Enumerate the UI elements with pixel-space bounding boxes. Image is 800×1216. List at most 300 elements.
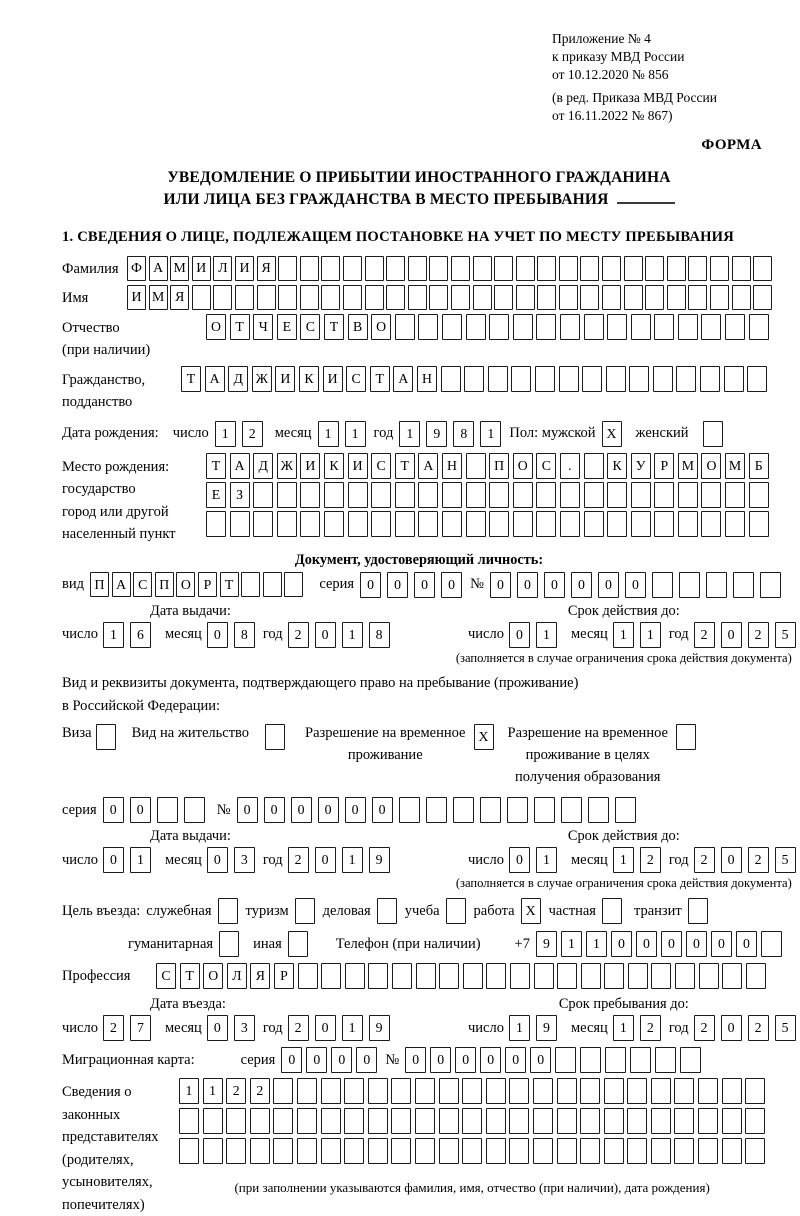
form-cell[interactable] (486, 1078, 506, 1104)
doc-issue-year-cells[interactable] (288, 622, 390, 648)
form-cell[interactable]: 9 (536, 931, 557, 957)
form-cell[interactable]: 0 (345, 797, 366, 823)
form-cell[interactable] (466, 511, 486, 537)
form-cell[interactable] (321, 963, 341, 989)
form-cell[interactable]: 1 (613, 622, 634, 648)
form-cell[interactable] (206, 511, 226, 537)
form-cell[interactable] (321, 1138, 341, 1164)
doc-valid-year-cells[interactable] (694, 622, 796, 648)
form-cell[interactable] (627, 1108, 647, 1134)
form-cell[interactable] (273, 1138, 293, 1164)
form-cell[interactable] (439, 1108, 459, 1134)
form-cell[interactable]: 0 (455, 1047, 476, 1073)
purpose-work-checkbox[interactable] (521, 898, 541, 924)
form-cell[interactable] (446, 898, 466, 924)
form-cell[interactable] (298, 963, 318, 989)
form-cell[interactable]: 2 (694, 622, 715, 648)
form-cell[interactable] (645, 256, 664, 281)
profession-cells[interactable] (156, 963, 766, 989)
form-cell[interactable] (604, 1138, 624, 1164)
form-cell[interactable] (297, 1078, 317, 1104)
doc-number-cells[interactable] (490, 572, 781, 598)
form-cell[interactable] (273, 1078, 293, 1104)
form-cell[interactable]: 0 (509, 622, 530, 648)
form-cell[interactable] (300, 256, 319, 281)
form-cell[interactable] (745, 1078, 765, 1104)
form-cell[interactable]: Д (228, 366, 248, 392)
doc-issue-day-cells[interactable] (103, 622, 151, 648)
form-cell[interactable] (555, 1047, 576, 1073)
form-cell[interactable]: 0 (721, 1015, 742, 1041)
form-cell[interactable] (651, 963, 671, 989)
form-cell[interactable] (654, 314, 674, 340)
form-cell[interactable] (462, 1138, 482, 1164)
form-cell[interactable] (277, 511, 297, 537)
form-cell[interactable] (624, 285, 643, 310)
form-cell[interactable] (580, 1078, 600, 1104)
form-cell[interactable] (674, 1078, 694, 1104)
residence-valid-day-cells[interactable] (509, 847, 557, 873)
form-cell[interactable]: Р (654, 453, 674, 479)
form-cell[interactable] (725, 482, 745, 508)
form-cell[interactable] (157, 797, 178, 823)
form-cell[interactable]: А (112, 572, 131, 597)
form-cell[interactable] (701, 314, 721, 340)
form-cell[interactable]: А (149, 256, 168, 281)
form-cell[interactable]: Т (181, 366, 201, 392)
sex-female-checkbox[interactable] (703, 421, 723, 447)
form-cell[interactable] (651, 1078, 671, 1104)
birthdate-year-cells[interactable] (399, 421, 501, 447)
form-cell[interactable] (557, 1078, 577, 1104)
form-cell[interactable] (722, 963, 742, 989)
form-cell[interactable]: И (300, 453, 320, 479)
residence-issue-year-cells[interactable] (288, 847, 390, 873)
form-cell[interactable] (675, 963, 695, 989)
form-cell[interactable]: 1 (318, 421, 339, 447)
form-cell[interactable]: 3 (234, 1015, 255, 1041)
form-cell[interactable]: П (90, 572, 109, 597)
form-cell[interactable] (630, 1047, 651, 1073)
form-cell[interactable] (429, 256, 448, 281)
form-cell[interactable] (395, 482, 415, 508)
form-cell[interactable] (489, 511, 509, 537)
form-cell[interactable]: X (602, 421, 622, 447)
form-cell[interactable]: 2 (226, 1078, 246, 1104)
form-cell[interactable] (408, 256, 427, 281)
form-cell[interactable] (580, 1047, 601, 1073)
form-cell[interactable] (250, 1138, 270, 1164)
form-cell[interactable]: 1 (536, 847, 557, 873)
form-cell[interactable] (655, 1047, 676, 1073)
form-cell[interactable]: 0 (430, 1047, 451, 1073)
form-cell[interactable]: 7 (130, 1015, 151, 1041)
form-cell[interactable] (230, 511, 250, 537)
form-cell[interactable] (680, 1047, 701, 1073)
form-cell[interactable] (345, 963, 365, 989)
form-cell[interactable] (688, 285, 707, 310)
form-cell[interactable] (371, 511, 391, 537)
form-cell[interactable] (745, 1108, 765, 1134)
form-cell[interactable] (368, 1138, 388, 1164)
form-cell[interactable]: 0 (387, 572, 408, 598)
form-cell[interactable] (368, 963, 388, 989)
form-cell[interactable]: 0 (625, 572, 646, 598)
residence-permit-checkbox[interactable] (265, 724, 285, 750)
form-cell[interactable] (679, 572, 700, 598)
form-cell[interactable] (391, 1108, 411, 1134)
form-cell[interactable] (698, 1108, 718, 1134)
form-cell[interactable] (602, 285, 621, 310)
form-cell[interactable] (749, 482, 769, 508)
form-cell[interactable]: 1 (342, 847, 363, 873)
form-cell[interactable] (439, 1078, 459, 1104)
form-cell[interactable]: 2 (640, 847, 661, 873)
form-cell[interactable]: С (300, 314, 320, 340)
form-cell[interactable] (321, 1108, 341, 1134)
form-cell[interactable] (321, 1078, 341, 1104)
form-cell[interactable]: Р (198, 572, 217, 597)
form-cell[interactable] (604, 1108, 624, 1134)
form-cell[interactable]: 5 (775, 622, 796, 648)
form-cell[interactable] (509, 1138, 529, 1164)
doc-valid-month-cells[interactable] (613, 622, 661, 648)
form-cell[interactable] (486, 963, 506, 989)
form-cell[interactable] (277, 482, 297, 508)
form-cell[interactable]: С (536, 453, 556, 479)
form-cell[interactable]: А (205, 366, 225, 392)
form-cell[interactable] (534, 963, 554, 989)
form-cell[interactable] (701, 511, 721, 537)
form-cell[interactable] (761, 931, 782, 957)
form-cell[interactable] (631, 314, 651, 340)
form-cell[interactable] (745, 1138, 765, 1164)
form-cell[interactable]: 1 (342, 622, 363, 648)
form-cell[interactable]: 1 (103, 622, 124, 648)
form-cell[interactable]: 2 (242, 421, 263, 447)
doc-series-cells[interactable] (360, 572, 462, 598)
form-cell[interactable]: 1 (613, 1015, 634, 1041)
form-cell[interactable]: Н (417, 366, 437, 392)
form-cell[interactable] (607, 314, 627, 340)
form-cell[interactable] (537, 256, 556, 281)
form-cell[interactable]: 0 (405, 1047, 426, 1073)
form-cell[interactable] (584, 511, 604, 537)
form-cell[interactable]: О (203, 963, 223, 989)
form-cell[interactable]: 2 (748, 1015, 769, 1041)
form-cell[interactable] (604, 1078, 624, 1104)
form-cell[interactable] (235, 285, 254, 310)
form-cell[interactable] (441, 366, 461, 392)
form-cell[interactable] (631, 511, 651, 537)
form-cell[interactable] (321, 285, 340, 310)
form-cell[interactable]: 0 (315, 1015, 336, 1041)
form-cell[interactable] (371, 482, 391, 508)
form-cell[interactable] (602, 256, 621, 281)
form-cell[interactable] (297, 1108, 317, 1134)
form-cell[interactable] (580, 256, 599, 281)
entry-day-cells[interactable] (103, 1015, 151, 1041)
form-cell[interactable]: 1 (130, 847, 151, 873)
form-cell[interactable] (442, 314, 462, 340)
form-cell[interactable] (651, 1108, 671, 1134)
form-cell[interactable] (462, 1108, 482, 1134)
form-cell[interactable] (536, 314, 556, 340)
form-cell[interactable] (749, 314, 769, 340)
form-cell[interactable] (580, 1108, 600, 1134)
form-cell[interactable] (265, 724, 285, 750)
form-cell[interactable]: 0 (281, 1047, 302, 1073)
form-cell[interactable] (533, 1138, 553, 1164)
form-cell[interactable] (489, 482, 509, 508)
form-cell[interactable]: Т (180, 963, 200, 989)
form-cell[interactable]: 0 (372, 797, 393, 823)
surname-cells[interactable] (127, 256, 772, 281)
form-cell[interactable] (466, 314, 486, 340)
form-cell[interactable] (700, 366, 720, 392)
form-cell[interactable]: 0 (480, 1047, 501, 1073)
form-cell[interactable] (426, 797, 447, 823)
form-cell[interactable] (584, 453, 604, 479)
form-cell[interactable]: 0 (103, 847, 124, 873)
form-cell[interactable] (533, 1078, 553, 1104)
edu-permit-checkbox[interactable] (676, 724, 696, 750)
form-cell[interactable] (348, 482, 368, 508)
form-cell[interactable]: М (725, 453, 745, 479)
form-cell[interactable]: 0 (315, 847, 336, 873)
form-cell[interactable]: 0 (721, 622, 742, 648)
form-cell[interactable]: А (418, 453, 438, 479)
form-cell[interactable] (344, 1078, 364, 1104)
citizenship-cells[interactable] (181, 366, 767, 392)
form-cell[interactable]: . (560, 453, 580, 479)
form-cell[interactable]: Ф (127, 256, 146, 281)
form-cell[interactable] (698, 1078, 718, 1104)
form-cell[interactable]: Л (227, 963, 247, 989)
form-cell[interactable] (667, 256, 686, 281)
entry-month-cells[interactable] (207, 1015, 255, 1041)
form-cell[interactable] (192, 285, 211, 310)
form-cell[interactable] (582, 366, 602, 392)
form-cell[interactable] (344, 1138, 364, 1164)
form-cell[interactable]: 0 (291, 797, 312, 823)
purpose-transit-checkbox[interactable] (688, 898, 708, 924)
form-cell[interactable] (732, 256, 751, 281)
purpose-humanitarian-checkbox[interactable] (219, 931, 239, 957)
form-cell[interactable] (429, 285, 448, 310)
stay-month-cells[interactable] (613, 1015, 661, 1041)
form-cell[interactable] (537, 285, 556, 310)
form-cell[interactable] (348, 511, 368, 537)
form-cell[interactable] (676, 366, 696, 392)
form-cell[interactable]: 2 (640, 1015, 661, 1041)
form-cell[interactable]: С (156, 963, 176, 989)
form-cell[interactable] (386, 256, 405, 281)
form-cell[interactable]: 0 (636, 931, 657, 957)
form-cell[interactable]: П (489, 453, 509, 479)
form-cell[interactable]: 0 (517, 572, 538, 598)
form-cell[interactable]: 2 (250, 1078, 270, 1104)
form-cell[interactable]: 2 (694, 847, 715, 873)
form-cell[interactable]: В (348, 314, 368, 340)
form-cell[interactable]: Я (170, 285, 189, 310)
form-cell[interactable] (391, 1138, 411, 1164)
form-cell[interactable]: 2 (288, 847, 309, 873)
form-cell[interactable] (698, 1138, 718, 1164)
form-cell[interactable]: 0 (356, 1047, 377, 1073)
form-cell[interactable] (273, 1108, 293, 1134)
purpose-official-checkbox[interactable] (218, 898, 238, 924)
form-cell[interactable]: 1 (179, 1078, 199, 1104)
form-cell[interactable]: 0 (441, 572, 462, 598)
form-cell[interactable]: 0 (318, 797, 339, 823)
form-cell[interactable]: К (299, 366, 319, 392)
form-cell[interactable]: Т (220, 572, 239, 597)
form-cell[interactable] (703, 421, 723, 447)
form-cell[interactable] (324, 511, 344, 537)
form-cell[interactable] (701, 482, 721, 508)
form-cell[interactable]: 1 (203, 1078, 223, 1104)
form-cell[interactable]: 0 (306, 1047, 327, 1073)
form-cell[interactable] (749, 511, 769, 537)
migration-series-cells[interactable] (281, 1047, 377, 1073)
purpose-tourism-checkbox[interactable] (295, 898, 315, 924)
form-cell[interactable] (753, 256, 772, 281)
form-cell[interactable]: 0 (414, 572, 435, 598)
form-cell[interactable] (213, 285, 232, 310)
form-cell[interactable]: Е (277, 314, 297, 340)
form-cell[interactable] (365, 285, 384, 310)
form-cell[interactable] (321, 256, 340, 281)
form-cell[interactable] (557, 963, 577, 989)
form-cell[interactable]: 9 (426, 421, 447, 447)
form-cell[interactable] (386, 285, 405, 310)
form-cell[interactable]: И (323, 366, 343, 392)
form-cell[interactable] (627, 1078, 647, 1104)
form-cell[interactable] (462, 1078, 482, 1104)
form-cell[interactable] (674, 1138, 694, 1164)
form-cell[interactable] (395, 511, 415, 537)
form-cell[interactable]: Т (395, 453, 415, 479)
form-cell[interactable]: 0 (237, 797, 258, 823)
form-cell[interactable]: Т (324, 314, 344, 340)
form-cell[interactable]: С (133, 572, 152, 597)
form-cell[interactable] (725, 511, 745, 537)
form-cell[interactable] (507, 797, 528, 823)
form-cell[interactable]: 3 (234, 847, 255, 873)
form-cell[interactable] (300, 482, 320, 508)
form-cell[interactable] (557, 1138, 577, 1164)
form-cell[interactable]: 1 (480, 421, 501, 447)
form-cell[interactable] (722, 1078, 742, 1104)
form-cell[interactable] (488, 366, 508, 392)
purpose-other-checkbox[interactable] (288, 931, 308, 957)
form-cell[interactable] (295, 898, 315, 924)
form-cell[interactable] (651, 1138, 671, 1164)
form-cell[interactable]: Н (442, 453, 462, 479)
representatives-row3-cells[interactable] (179, 1138, 765, 1164)
form-cell[interactable] (489, 314, 509, 340)
form-cell[interactable]: К (324, 453, 344, 479)
form-cell[interactable]: 1 (613, 847, 634, 873)
form-cell[interactable]: С (371, 453, 391, 479)
form-cell[interactable]: О (513, 453, 533, 479)
form-cell[interactable] (418, 482, 438, 508)
form-cell[interactable] (416, 963, 436, 989)
form-cell[interactable]: 1 (561, 931, 582, 957)
form-cell[interactable]: Ж (277, 453, 297, 479)
form-cell[interactable] (580, 285, 599, 310)
form-cell[interactable]: 5 (775, 1015, 796, 1041)
form-cell[interactable] (278, 285, 297, 310)
residence-valid-month-cells[interactable] (613, 847, 661, 873)
form-cell[interactable] (710, 285, 729, 310)
form-cell[interactable] (629, 366, 649, 392)
form-cell[interactable] (513, 511, 533, 537)
form-cell[interactable] (510, 963, 530, 989)
form-cell[interactable]: 1 (399, 421, 420, 447)
form-cell[interactable]: 2 (694, 1015, 715, 1041)
form-cell[interactable] (725, 314, 745, 340)
form-cell[interactable]: Т (230, 314, 250, 340)
residence-valid-year-cells[interactable] (694, 847, 796, 873)
form-cell[interactable]: 0 (721, 847, 742, 873)
form-cell[interactable]: 0 (736, 931, 757, 957)
form-cell[interactable] (218, 898, 238, 924)
form-cell[interactable] (678, 314, 698, 340)
form-cell[interactable] (688, 256, 707, 281)
form-cell[interactable] (536, 482, 556, 508)
form-cell[interactable]: X (474, 724, 494, 750)
form-cell[interactable] (605, 1047, 626, 1073)
patronymic-cells[interactable] (206, 314, 769, 340)
form-cell[interactable]: 0 (490, 572, 511, 598)
form-cell[interactable]: 0 (598, 572, 619, 598)
form-cell[interactable] (667, 285, 686, 310)
form-cell[interactable]: П (155, 572, 174, 597)
birthplace-row2-cells[interactable] (206, 482, 769, 508)
form-cell[interactable] (653, 366, 673, 392)
representatives-row2-cells[interactable] (179, 1108, 765, 1134)
form-cell[interactable]: 2 (288, 1015, 309, 1041)
birthplace-row3-cells[interactable] (206, 511, 769, 537)
form-cell[interactable] (494, 285, 513, 310)
form-cell[interactable] (486, 1138, 506, 1164)
form-cell[interactable] (534, 797, 555, 823)
form-cell[interactable] (509, 1078, 529, 1104)
form-cell[interactable]: 1 (342, 1015, 363, 1041)
form-cell[interactable]: 0 (530, 1047, 551, 1073)
form-cell[interactable]: 0 (331, 1047, 352, 1073)
form-cell[interactable] (253, 511, 273, 537)
form-cell[interactable]: У (631, 453, 651, 479)
form-cell[interactable] (253, 482, 273, 508)
form-cell[interactable] (439, 963, 459, 989)
form-cell[interactable]: Т (206, 453, 226, 479)
form-cell[interactable] (494, 256, 513, 281)
form-cell[interactable] (588, 797, 609, 823)
residence-issue-day-cells[interactable] (103, 847, 151, 873)
form-cell[interactable]: 0 (315, 622, 336, 648)
form-cell[interactable] (722, 1108, 742, 1134)
form-cell[interactable]: Л (213, 256, 232, 281)
phone-cells[interactable] (536, 931, 782, 957)
form-cell[interactable] (415, 1078, 435, 1104)
form-cell[interactable] (688, 898, 708, 924)
form-cell[interactable]: 2 (748, 622, 769, 648)
form-cell[interactable] (561, 797, 582, 823)
form-cell[interactable] (453, 797, 474, 823)
